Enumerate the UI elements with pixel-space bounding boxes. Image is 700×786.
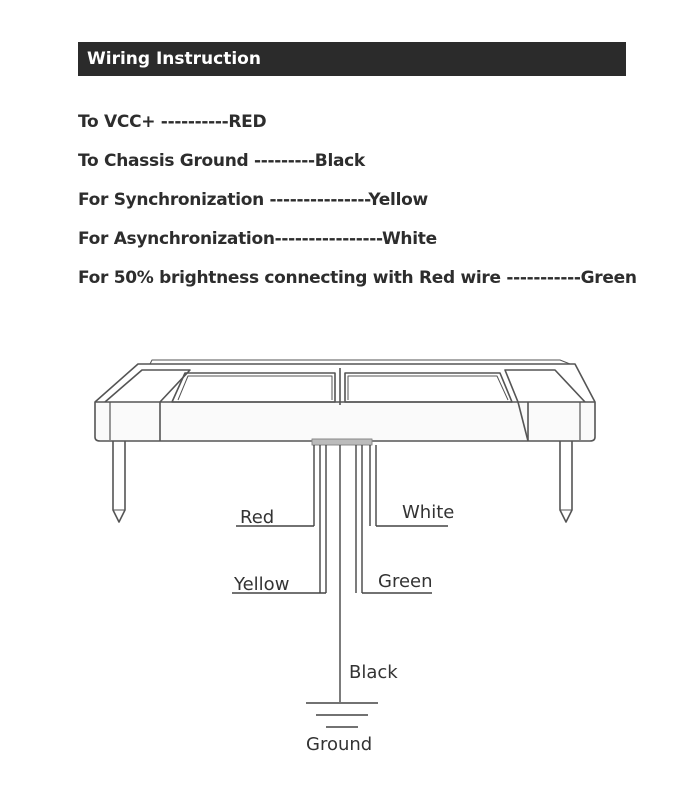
- light-bar: [95, 360, 595, 441]
- instruction-async: For Asynchronization----------------White: [78, 229, 437, 249]
- instruction-sync: For Synchronization ---------------Yellow: [78, 190, 428, 210]
- label-ground: Ground: [306, 734, 373, 755]
- instruction-vcc: To VCC+ ----------RED: [78, 112, 267, 132]
- instruction-chassis-ground: To Chassis Ground ---------Black: [78, 151, 365, 171]
- label-white: White: [402, 502, 455, 523]
- section-title: Wiring Instruction: [87, 49, 261, 69]
- mount-screw-left: [113, 441, 125, 522]
- mount-screw-right: [560, 441, 572, 522]
- cable-grommet: [312, 439, 372, 445]
- ground-icon: [306, 703, 378, 727]
- label-red: Red: [240, 507, 275, 528]
- instruction-brightness: For 50% brightness connecting with Red wire -----------Green: [78, 268, 637, 288]
- label-green: Green: [378, 571, 433, 592]
- label-black: Black: [349, 662, 398, 683]
- label-yellow: Yellow: [234, 574, 290, 595]
